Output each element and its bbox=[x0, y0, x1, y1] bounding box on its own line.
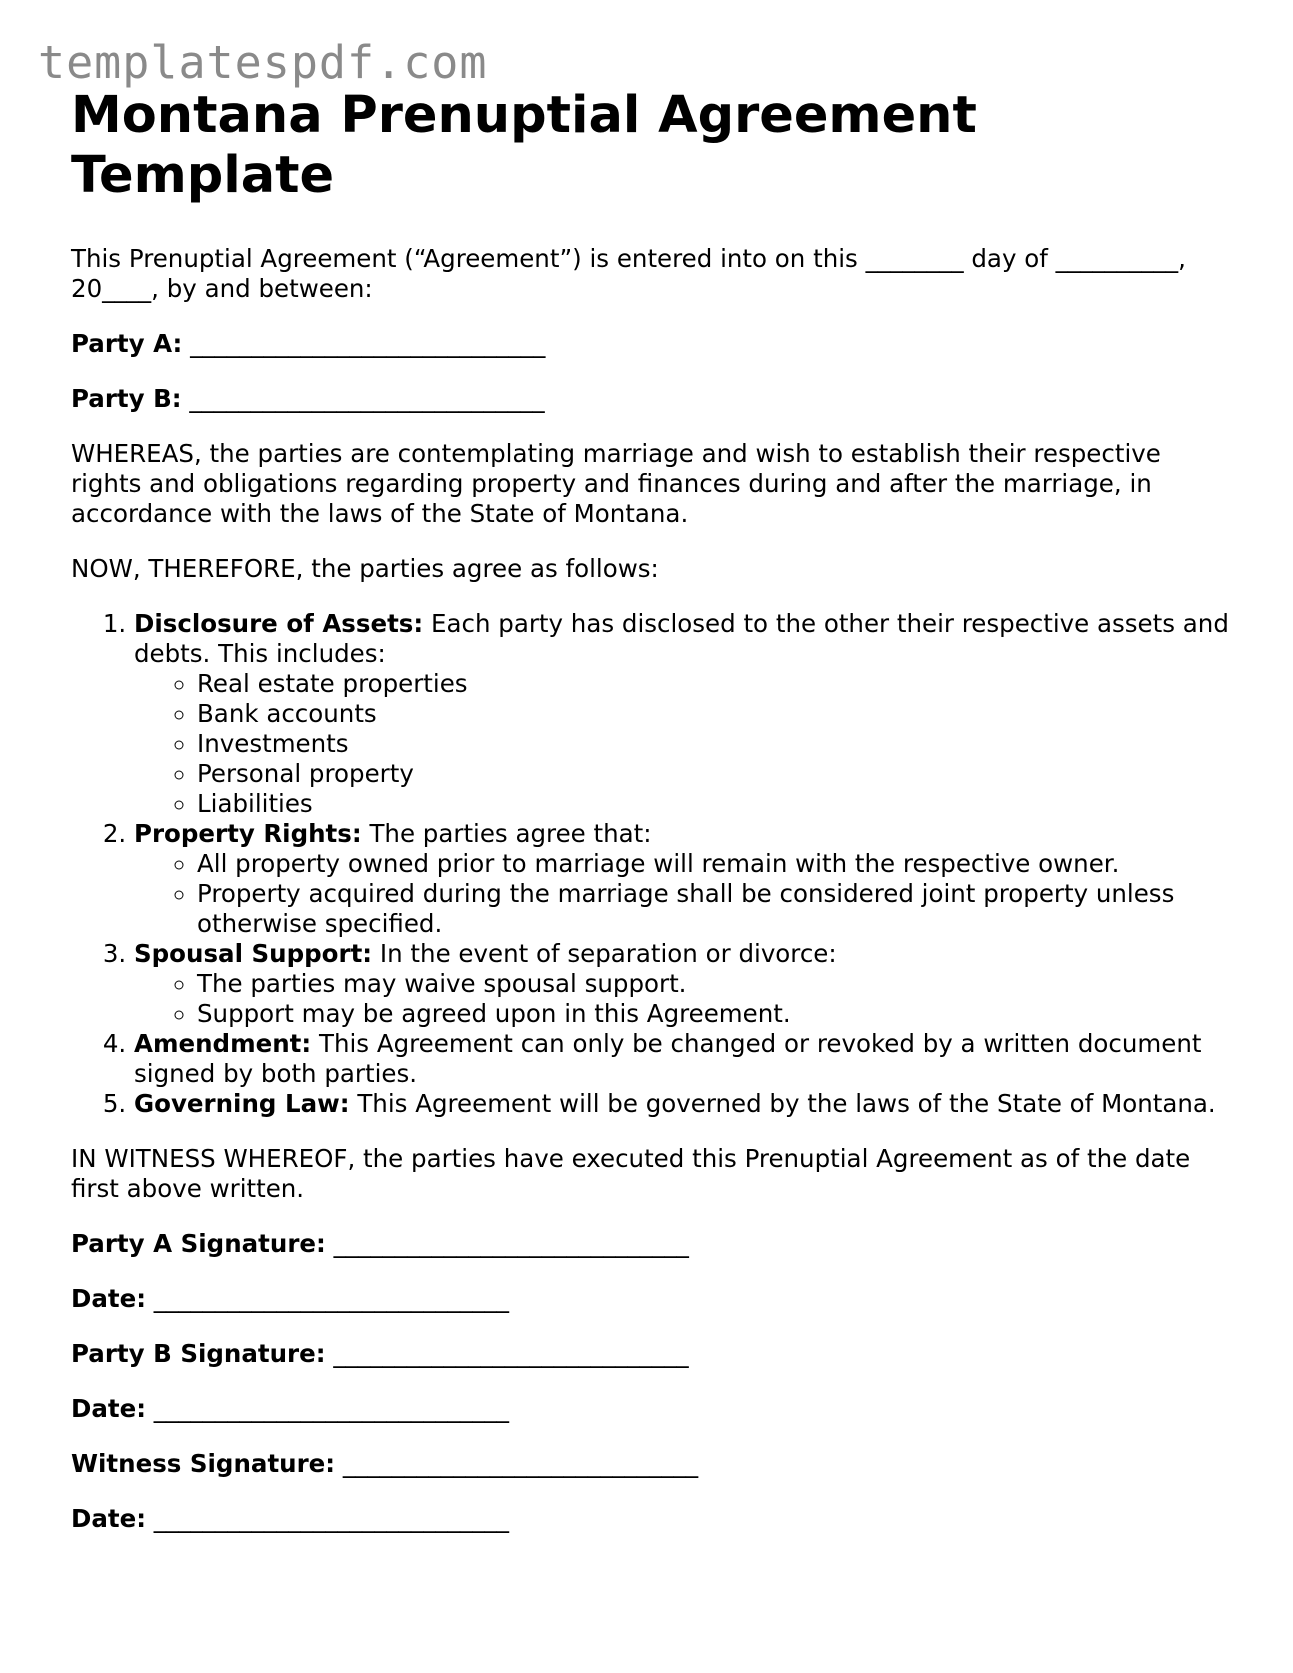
party-a-date-label: Date: bbox=[71, 1284, 146, 1313]
party-a-date-field bbox=[71, 1284, 1231, 1314]
party-a-signature-label: Party A Signature: bbox=[71, 1229, 326, 1258]
party-a-blank[interactable]: _____________________________ bbox=[190, 329, 546, 358]
spousal-support-list bbox=[134, 969, 1231, 1029]
witness-signature-label: Witness Signature: bbox=[71, 1449, 336, 1478]
property-rights-list bbox=[134, 849, 1231, 939]
party-b-signature-blank[interactable]: _____________________________ bbox=[333, 1339, 689, 1368]
watermark: templatespdf.com bbox=[38, 36, 488, 89]
clause-text: The parties agree that: bbox=[369, 819, 652, 848]
list-item: ◦ All property owned prior to marriage will remain with the respective owner. bbox=[197, 849, 1231, 879]
witness-signature-blank[interactable]: _____________________________ bbox=[342, 1449, 699, 1478]
clause-governing-law bbox=[134, 1089, 1231, 1119]
clause-text: In the event of separation or divorce: bbox=[379, 939, 837, 968]
witness-date-blank[interactable]: _____________________________ bbox=[153, 1504, 510, 1533]
list-item: ◦ Investments bbox=[197, 729, 1231, 759]
party-a-signature-blank[interactable]: _____________________________ bbox=[333, 1229, 689, 1258]
clause-text: This Agreement will be governed by the laws of the State of Montana. bbox=[357, 1089, 1216, 1118]
asset-list bbox=[134, 669, 1231, 819]
clause-text: Each party has disclosed to the other their respective assets and debts. This includes: bbox=[134, 609, 1229, 668]
clause-heading: Governing Law: bbox=[134, 1089, 350, 1118]
party-b-blank[interactable]: _____________________________ bbox=[189, 384, 545, 413]
list-item: ◦ Support may be agreed upon in this Agreement. bbox=[197, 999, 1231, 1029]
party-b-signature-field bbox=[71, 1339, 1231, 1369]
party-b-field bbox=[71, 384, 1231, 414]
witness-signature-field bbox=[71, 1449, 1231, 1479]
party-b-date-label: Date: bbox=[71, 1394, 146, 1423]
list-item: ◦ Real estate properties bbox=[197, 669, 1231, 699]
page-title: Montana Prenuptial Agreement Template bbox=[71, 86, 977, 205]
whereas-paragraph: WHEREAS, the parties are contemplating marriage and wish to establish their respective rights and obligations regarding property and finances during and after the marriage, in accordance with the laws of the State of Montana. bbox=[71, 439, 1161, 528]
party-b-label: Party B: bbox=[71, 384, 182, 413]
party-a-field bbox=[71, 329, 1231, 359]
clause-spousal-support bbox=[134, 939, 1231, 1029]
party-b-date-blank[interactable]: _____________________________ bbox=[153, 1394, 510, 1423]
now-therefore-paragraph: NOW, THEREFORE, the parties agree as follows: bbox=[71, 554, 659, 583]
clause-heading: Disclosure of Assets: bbox=[134, 609, 424, 638]
document-page bbox=[71, 86, 1231, 1534]
party-a-date-blank[interactable]: _____________________________ bbox=[153, 1284, 510, 1313]
clause-heading: Amendment: bbox=[134, 1029, 312, 1058]
clause-heading: Property Rights: bbox=[134, 819, 362, 848]
witness-date-field bbox=[71, 1504, 1231, 1534]
clause-disclosure bbox=[134, 609, 1231, 819]
clause-amendment bbox=[134, 1029, 1231, 1089]
party-a-label: Party A: bbox=[71, 329, 183, 358]
clause-heading: Spousal Support: bbox=[134, 939, 373, 968]
party-b-date-field bbox=[71, 1394, 1231, 1424]
list-item: ◦ Bank accounts bbox=[197, 699, 1231, 729]
party-a-signature-field bbox=[71, 1229, 1231, 1259]
clause-text: This Agreement can only be changed or revoked by a written document signed by both parties. bbox=[134, 1029, 1202, 1088]
party-b-signature-label: Party B Signature: bbox=[71, 1339, 326, 1368]
list-item: ◦ Personal property bbox=[197, 759, 1231, 789]
list-item: ◦ Property acquired during the marriage shall be considered joint property unless otherwise specified. bbox=[197, 879, 1231, 939]
clauses-list bbox=[71, 609, 1231, 1119]
in-witness-paragraph: IN WITNESS WHEREOF, the parties have executed this Prenuptial Agreement as of the date first above written. bbox=[71, 1144, 1191, 1203]
list-item: ◦ The parties may waive spousal support. bbox=[197, 969, 1231, 999]
intro-paragraph: This Prenuptial Agreement (“Agreement”) is entered into on this ________ day of __________, 20____, by and between: bbox=[71, 244, 1186, 303]
witness-date-label: Date: bbox=[71, 1504, 146, 1533]
clause-property-rights bbox=[134, 819, 1231, 939]
list-item: ◦ Liabilities bbox=[197, 789, 1231, 819]
